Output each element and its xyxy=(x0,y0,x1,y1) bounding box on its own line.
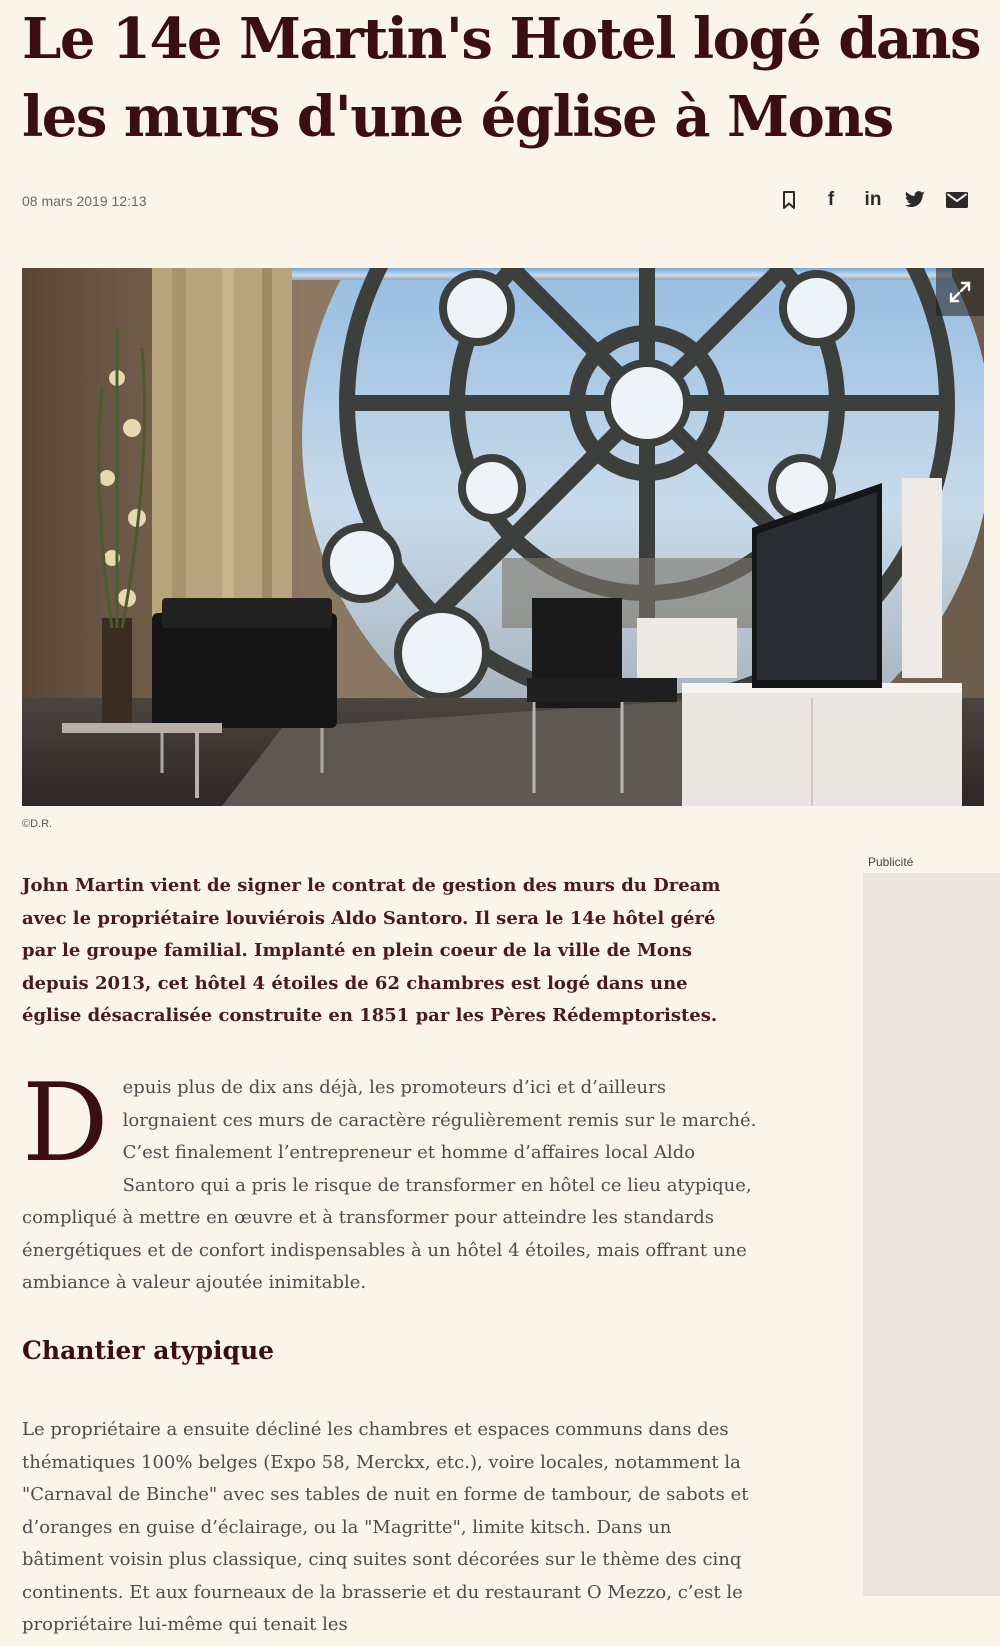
ad-label: Publicité xyxy=(868,855,914,869)
expand-image-button[interactable] xyxy=(936,268,984,316)
article-lead: John Martin vient de signer le contrat de gestion des murs du Dream avec le propriétaire louviérois Aldo Santoro. Il sera le 14e hôtel géré par le groupe familial. Implanté en plein coeur de la ville de Mons depuis 2013, cet hôtel 4 étoiles de 62 chambres est logé dans une église désacralisée construite en 1851 par les Pères Rédemptoristes. xyxy=(22,875,721,1026)
twitter-icon[interactable] xyxy=(894,186,936,214)
photo-credit: ©D.R. xyxy=(22,818,53,830)
share-toolbar xyxy=(768,186,978,214)
linkedin-icon[interactable]: in xyxy=(864,189,882,210)
bookmark-icon[interactable] xyxy=(768,186,810,214)
expand-icon xyxy=(949,281,971,303)
paragraph-1-text: epuis plus de dix ans déjà, les promoteurs d’ici et d’ailleurs lorgnaient ces murs de caractère régulièrement remis sur le marché. C’est finalement l’entrepreneur et homme d’affaires local Aldo Santoro qui a pris le risque de transformer en hôtel ce lieu atypique, compliqué à mettre en œuvre et à transformer pour atteindre les standards énergétiques et de confort indispensables à un hôtel 4 étoiles, mais offrant une ambiance à valeur ajoutée inimitable. xyxy=(22,1077,757,1293)
hotel-room-photo xyxy=(22,268,984,806)
facebook-icon[interactable]: f xyxy=(827,189,835,210)
hero-image[interactable] xyxy=(22,268,984,806)
article-paragraph-1 xyxy=(22,1061,757,1300)
section-heading: Chantier atypique xyxy=(22,1336,275,1365)
ad-placeholder[interactable] xyxy=(863,873,1000,1596)
publish-date: 08 mars 2019 12:13 xyxy=(22,193,147,209)
article-title: Le 14e Martin's Hotel logé dans les murs d'une église à Mons xyxy=(22,6,980,150)
drop-cap: D xyxy=(22,1061,109,1186)
article-paragraph-2: Le propriétaire a ensuite décliné les chambres et espaces communs dans des thématiques 100% belges (Expo 58, Merckx, etc.), voire locales, notamment la "Carnaval de Binche" avec ses tables de nuit en forme de tambour, de sabots et d’oranges en guise d’éclairage, ou la "Magritte", limite kitsch. Dans un bâtiment voisin plus classique, cinq suites sont décorées sur le thème des cinq continents. Et aux fourneaux de la brasserie et du restaurant O Mezzo, c’est le propriétaire lui-même qui tenait les xyxy=(22,1419,749,1635)
mail-icon[interactable] xyxy=(936,186,978,214)
